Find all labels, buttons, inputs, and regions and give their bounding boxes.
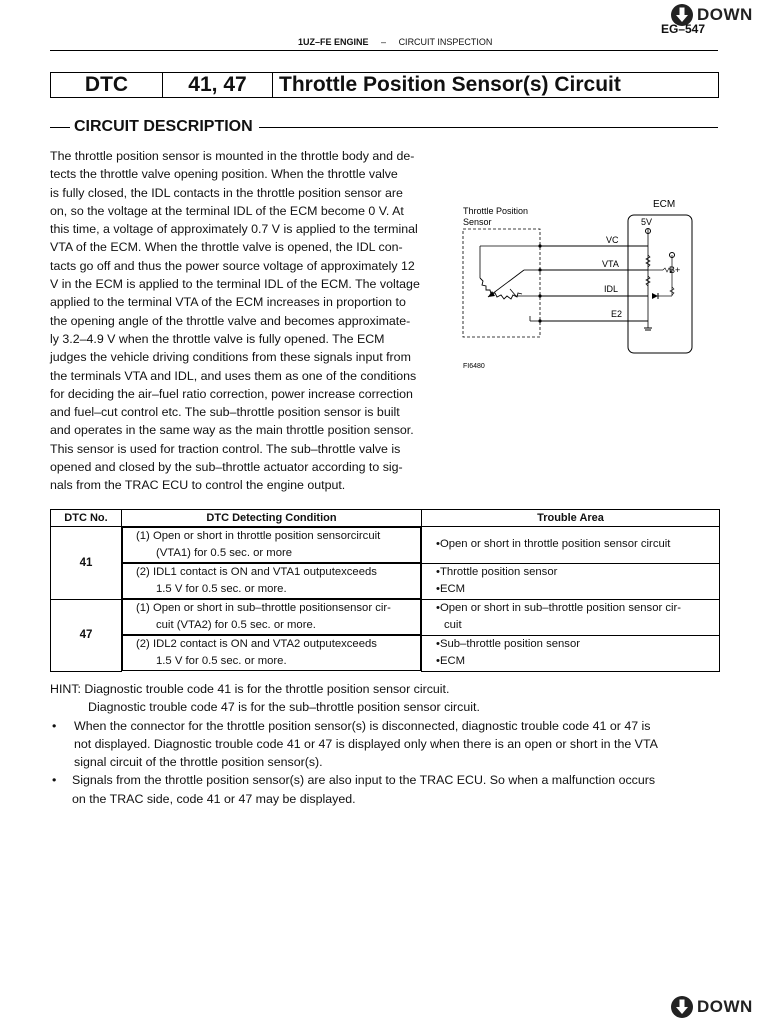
condition-47-2: [122, 635, 421, 671]
area-line: •ECM: [436, 583, 466, 595]
hint-block: [50, 680, 720, 808]
description-line: and fuel–cut control etc. The sub–throttle position sensor is built: [50, 405, 400, 420]
description-line: opened and closed by the sub–throttle actuator according to sig-: [50, 460, 403, 475]
bullet-line: not displayed. Diagnostic trouble code 41 or 47 is displayed only when there is an open or short in the VTA: [74, 736, 658, 751]
header-separator: –: [381, 37, 387, 47]
area-line: •Open or short in throttle position sensor circuit: [436, 538, 671, 551]
header-trouble-area: Trouble Area: [422, 510, 720, 527]
description-line: VTA of the ECM. When the throttle valve is opened, the IDL con-: [50, 240, 403, 255]
area-line: •Sub–throttle position sensor: [436, 638, 580, 650]
download-arrow-icon: [670, 995, 694, 1019]
description-line: tects the throttle valve opening position. When the throttle valve: [50, 167, 398, 182]
description-line: this time, a voltage of approximately 0.7 V is applied to the terminal: [50, 222, 418, 237]
condition-line: (1) Open or short in throttle position sensorcircuit: [136, 530, 381, 542]
bullet-line: signal circuit of the throttle position sensor(s).: [74, 755, 323, 770]
area-line: •ECM: [436, 655, 466, 667]
download-label: DOWN: [697, 5, 753, 24]
header-dtc-no: DTC No.: [51, 510, 122, 527]
page-number: EG–547: [661, 22, 706, 36]
bullet-line: on the TRAC side, code 41 or 47 may be displayed.: [72, 791, 356, 806]
download-label: DOWN: [697, 997, 753, 1016]
condition-41-1: [122, 527, 421, 563]
bullet-line: When the connector for the throttle position sensor(s) is disconnected, diagnostic trouble code 41 or 47 is: [74, 718, 651, 733]
header-condition: DTC Detecting Condition: [122, 510, 422, 527]
condition-line: 1.5 V for 0.5 sec. or more.: [156, 655, 287, 667]
dtc-table: [50, 509, 720, 672]
header-section: CIRCUIT INSPECTION: [398, 37, 493, 47]
description-line: The throttle position sensor is mounted in the throttle body and de-: [50, 149, 415, 163]
header-engine: 1UZ–FE ENGINE: [298, 37, 369, 47]
terminal-vta: VTA: [602, 259, 619, 269]
area-line: •Throttle position sensor: [436, 566, 558, 578]
description-line: and operates in the same way as the main throttle position sensor.: [50, 423, 414, 438]
condition-41-2: [122, 563, 421, 599]
area-line: •Open or short in sub–throttle position sensor cir-: [436, 602, 682, 614]
area-line: cuit: [444, 619, 462, 631]
circuit-description-heading: [50, 118, 718, 136]
condition-line: (VTA1) for 0.5 sec. or more: [156, 547, 293, 559]
table-row: [51, 527, 720, 564]
condition-line: 1.5 V for 0.5 sec. or more.: [156, 583, 287, 595]
condition-line: (1) Open or short in sub–throttle positionsensor cir-: [136, 602, 391, 614]
circuit-diagram: [458, 193, 698, 383]
description-line: nals from the TRAC ECU to control the engine output.: [50, 478, 346, 493]
area-41-1: [422, 527, 720, 564]
hint-line-1: HINT: Diagnostic trouble code 41 is for the throttle position sensor circuit.: [50, 682, 450, 696]
supply-5v: 5V: [641, 217, 653, 227]
bullet-mark: •: [52, 773, 57, 788]
description-line: tacts go off and thus the power source voltage of approximately 12: [50, 258, 415, 273]
ecm-label: ECM: [653, 199, 676, 210]
hint-line-2: Diagnostic trouble code 47 is for the sub–throttle position sensor circuit.: [88, 700, 480, 715]
dtc-code-47: 47: [51, 599, 122, 671]
sensor-box: [463, 229, 540, 337]
description-line: V in the ECM is applied to the terminal IDL of the ECM. The voltage: [50, 277, 420, 292]
area-41-2: [422, 563, 720, 599]
page-title: Throttle Position Sensor(s) Circuit: [279, 73, 621, 96]
description-line: on, so the voltage at the terminal IDL of the ECM become 0 V. At: [50, 203, 404, 218]
description-line: applied to the terminal VTA of the ECM increases in proportion to: [50, 295, 406, 310]
area-47-1: [422, 599, 720, 635]
circuit-description-text: [50, 147, 447, 495]
description-line: This sensor is used for traction control. The sub–throttle valve is: [50, 441, 401, 456]
description-line: ly 3.2–4.9 V when the throttle valve is fully opened. The ECM: [50, 331, 385, 346]
condition-line: (2) IDL2 contact is ON and VTA2 outputexceeds: [136, 638, 377, 650]
ecm-box: [628, 215, 692, 353]
description-line: the terminals VTA and IDL, and uses them as one of the conditions: [50, 368, 417, 383]
sensor-label-2: Sensor: [463, 217, 492, 227]
bullet-mark: •: [52, 718, 57, 733]
download-badge-bottom[interactable]: [670, 995, 753, 1019]
dtc-codes: 41, 47: [163, 73, 273, 97]
supply-bplus: B+: [669, 265, 681, 275]
bullet-line: Signals from the throttle position sensor(s) are also input to the TRAC ECU. So when a malfunction occurs: [72, 773, 656, 788]
figure-id: FI6480: [463, 363, 485, 370]
hint-bullet-1: [50, 717, 720, 772]
description-line: judges the vehicle driving conditions from these signals input from: [50, 350, 411, 365]
terminal-e2: E2: [611, 309, 623, 319]
dtc-code-41: 41: [51, 527, 122, 600]
condition-line: (2) IDL1 contact is ON and VTA1 outputexceeds: [136, 566, 377, 578]
hint-bullet-2: [50, 771, 720, 808]
description-line: the opening angle of the throttle valve and becomes approximate-: [50, 313, 411, 328]
table-row: [51, 599, 720, 635]
terminal-idl: IDL: [604, 284, 619, 294]
condition-47-1: [122, 599, 421, 635]
description-line: is fully closed, the IDL contacts in the throttle position sensor are: [50, 185, 403, 200]
header-rule: [50, 50, 718, 51]
condition-line: cuit (VTA2) for 0.5 sec. or more.: [156, 619, 316, 631]
table-row: [51, 635, 720, 671]
table-header-row: [51, 510, 720, 527]
table-row: [51, 563, 720, 599]
area-47-2: [422, 635, 720, 671]
dtc-label: DTC: [51, 73, 163, 97]
sensor-label-1: Throttle Position: [463, 206, 529, 216]
description-line: for deciding the air–fuel ratio correction, power increase correction: [50, 386, 413, 401]
title-box: [50, 72, 719, 98]
section-title: CIRCUIT DESCRIPTION: [74, 118, 253, 135]
terminal-vc: VC: [606, 235, 619, 245]
page-header: [298, 37, 492, 47]
